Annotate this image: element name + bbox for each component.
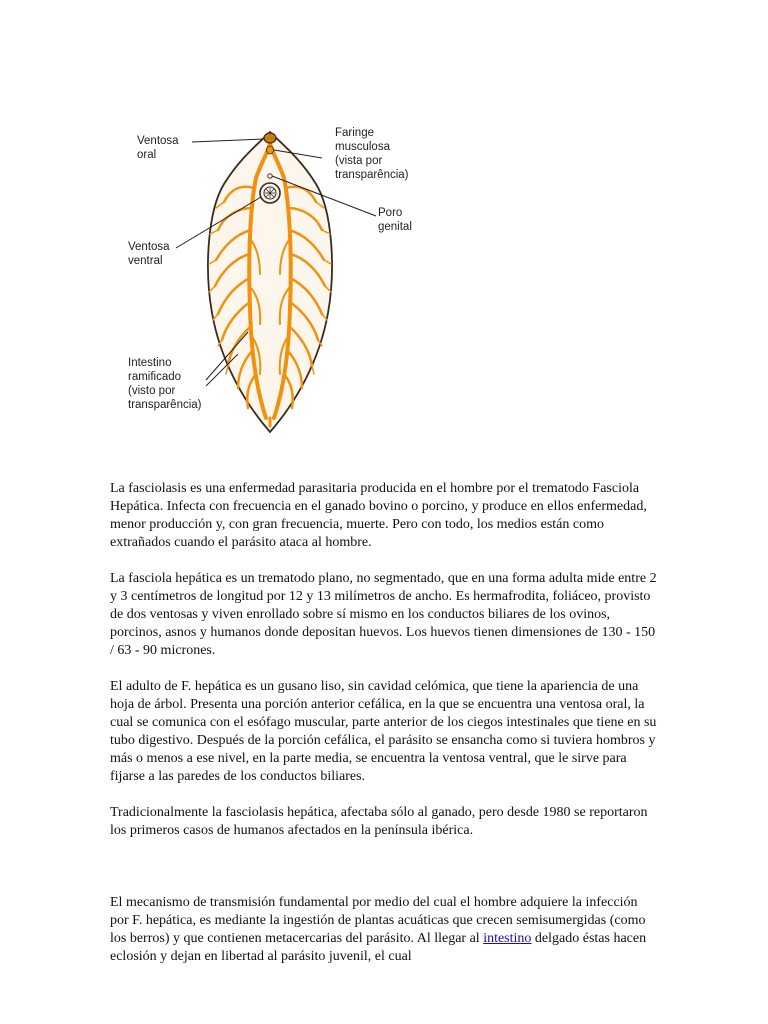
paragraph-4: Tradicionalmente la fasciolasis hepática, afectaba sólo al ganado, pero desde 1980 se reportaron los primeros casos de humanos afectados en la península ibérica. xyxy=(110,805,648,838)
ventosa-ventral-shape xyxy=(260,183,280,203)
fasciola-diagram xyxy=(120,118,450,438)
paragraph-5 xyxy=(110,894,658,966)
intestino-link[interactable]: intestino xyxy=(483,931,532,946)
paragraph-3: El adulto de F. hepática es un gusano liso, sin cavidad celómica, que tiene la apariencia de una hoja de árbol. Presenta una porción anterior cefálica, en la que se encuentra una ventosa oral, la cual se comunica con el esófago muscular, parte anterior de los ciegos intestinales que tiene en su tubo digestivo. Después de la porción cefálica, el parásito se ensancha como si tuviera hombros y más o menos a ese nivel, en la parte media, se encuentra la ventosa ventral, que le sirve para fijarse a las paredes de los conductos biliares. xyxy=(110,679,657,784)
body-outline xyxy=(208,132,332,432)
label-poro-genital: Poro genital xyxy=(378,207,412,233)
paragraph-5-text-start: El mecanismo de transmisión fundamental por medio del cual el hombre adquiere la infección por F. hepática, es mediante la ingestión de plantas acuáticas que crecen semisumergidas (como los berros) y que contienen metacercarias del parásito. Al llegar al xyxy=(110,895,646,946)
label-ventosa-oral: Ventosa oral xyxy=(137,135,179,161)
pharynx-shape xyxy=(267,146,274,154)
label-ventosa-ventral: Ventosa ventral xyxy=(128,241,170,267)
label-intestino-ramificado: Intestino ramificado (visto por transparência) xyxy=(128,357,202,411)
paragraph-5-text-end: delgado éstas hacen eclosión y dejan en libertad al parásito juvenil, el cual xyxy=(110,931,647,964)
ventosa-oral-shape xyxy=(264,133,276,143)
article-body xyxy=(110,480,658,966)
paragraph-2: La fasciola hepática es un trematodo plano, no segmentado, que en una forma adulta mide entre 2 y 3 centímetros de longitud por 12 y 13 milímetros de ancho. Es hermafrodita, foliáceo, provisto de dos ventosas y viven enrollado sobre sí mismo en los conductos biliares de los ovinos, porcinos, asnos y humanos donde depositan huevos. Los huevos tienen dimensiones de 130 - 150 / 63 - 90 micrones. xyxy=(110,571,657,658)
paragraph-1: La fasciolasis es una enfermedad parasitaria producida en el hombre por el trematodo Fasciola Hepática. Infecta con frecuencia en el ganado bovino o porcino, y produce en ellos enfermedad, menor producción y, con gran frecuencia, muerte. Pero con todo, los medios están como extrañados cuando el parásito ataca al hombre. xyxy=(110,481,647,550)
label-faringe-musculosa: Faringe musculosa (vista por transparência) xyxy=(335,127,409,181)
